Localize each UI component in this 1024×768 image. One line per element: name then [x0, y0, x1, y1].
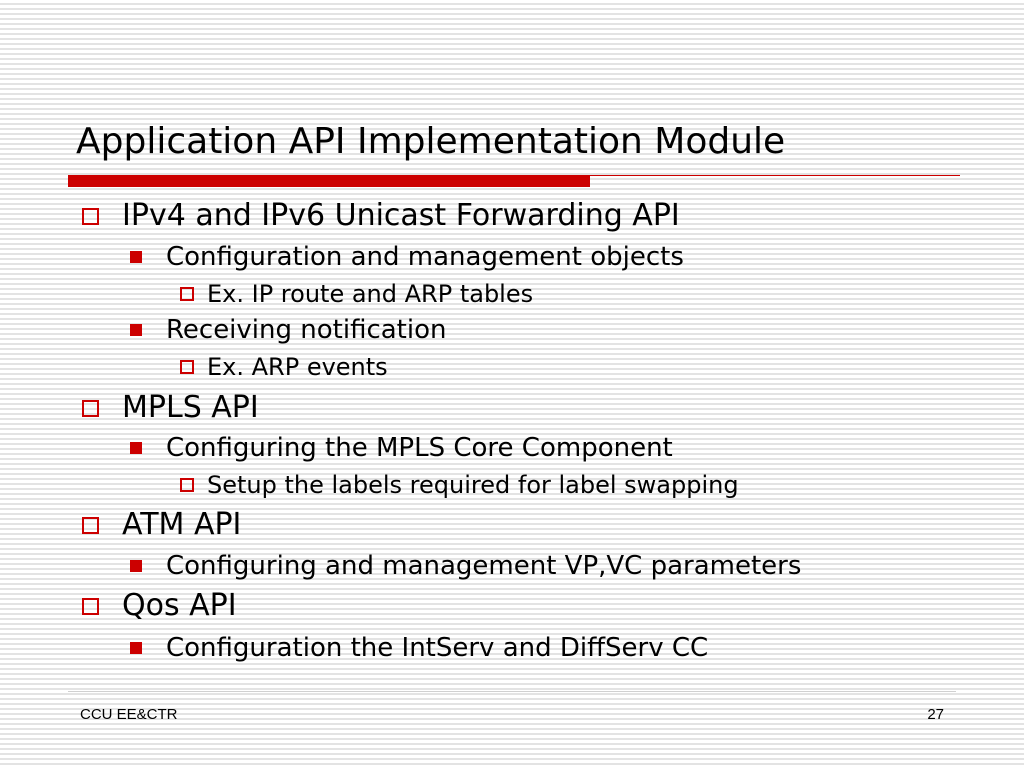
bullet-text: ATM API — [122, 507, 242, 542]
bullet-text: Configuring the MPLS Core Component — [166, 433, 673, 463]
filled-square-bullet-icon — [130, 324, 142, 336]
bullet-level2 — [127, 431, 673, 465]
bullet-text: Configuration and management objects — [166, 242, 684, 272]
bullet-text: Ex. ARP events — [207, 353, 388, 381]
page-number: 27 — [927, 706, 944, 723]
bullet-text: Setup the labels required for label swapping — [207, 471, 739, 499]
bullet-level2 — [127, 549, 801, 583]
hollow-square-bullet-icon — [180, 360, 194, 374]
bullet-text: MPLS API — [122, 390, 259, 425]
bullet-level3 — [178, 351, 388, 383]
hollow-square-bullet-icon — [82, 517, 99, 534]
bullet-level3 — [178, 278, 533, 310]
bullet-level1 — [76, 196, 680, 236]
bullet-text: Configuring and management VP,VC parameters — [166, 551, 802, 581]
bullet-level1 — [76, 586, 237, 626]
hollow-square-bullet-icon — [82, 598, 99, 615]
bullet-text: Configuration the IntServ and DiffServ CC — [166, 633, 709, 663]
footer-organization: CCU EE&CTR — [80, 706, 178, 723]
bullet-level1 — [76, 388, 259, 428]
bullet-level2 — [127, 240, 684, 274]
hollow-square-bullet-icon — [180, 478, 194, 492]
filled-square-bullet-icon — [130, 642, 142, 654]
filled-square-bullet-icon — [130, 251, 142, 263]
bullet-text: Qos API — [122, 588, 237, 623]
footer-divider — [68, 691, 956, 692]
title-underline-thick — [68, 175, 590, 187]
filled-square-bullet-icon — [130, 560, 142, 572]
hollow-square-bullet-icon — [180, 287, 194, 301]
bullet-level2 — [127, 631, 708, 665]
bullet-text: IPv4 and IPv6 Unicast Forwarding API — [122, 198, 680, 233]
hollow-square-bullet-icon — [82, 400, 99, 417]
bullet-text: Receiving notification — [166, 315, 447, 345]
filled-square-bullet-icon — [130, 442, 142, 454]
bullet-level3 — [178, 469, 739, 501]
hollow-square-bullet-icon — [82, 208, 99, 225]
title-underline-thin — [590, 175, 960, 176]
bullet-text: Ex. IP route and ARP tables — [207, 280, 534, 308]
bullet-level1 — [76, 505, 241, 545]
bullet-level2 — [127, 313, 446, 347]
slide-title: Application API Implementation Module — [76, 121, 786, 162]
